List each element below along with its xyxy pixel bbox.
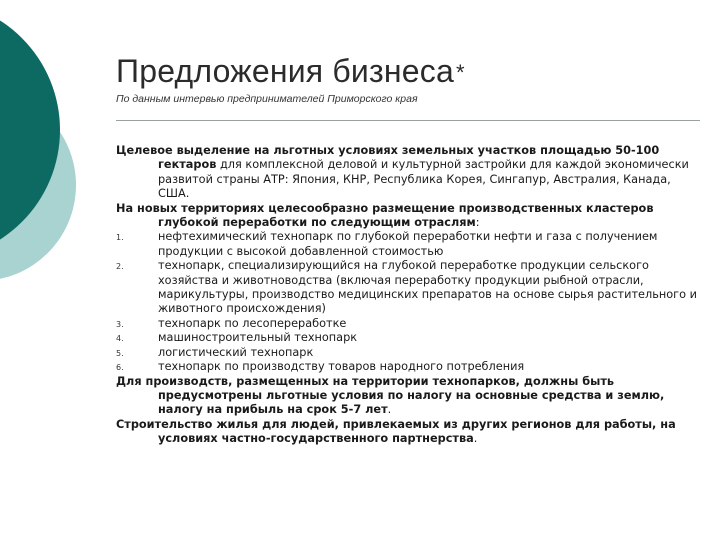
- list-item: 1. нефтехимический технопарк по глубокой переработки нефти и газа с получением продукции с высокой добавленной стоимостью: [116, 230, 658, 258]
- list-item: 6. технопарк по производству товаров народного потребления: [116, 360, 525, 374]
- paragraph-clusters: На новых территориях целесообразно размещение производственных кластеров глубокой переработки по следующим отраслям:: [116, 201, 654, 230]
- paragraph-housing: Строительство жилья для людей, привлекаемых из других регионов для работы, на условиях частно-государственного партнерства.: [116, 417, 676, 446]
- paragraph-land-allocation: Целевое выделение на льготных условиях земельных участков площадью 50-100 гектаров для комплексной деловой и культурной застройки для каждой экономически развитой страны АТР: Япония, КНР, Республика Корея, Сингапур, Австралия, Канада, США.: [116, 144, 689, 201]
- title-block: [116, 52, 696, 105]
- paragraph-tax-benefits: Для производств, размещенных на территории технопарков, должны быть предусмотрены льготные условия по налогу на основные средства и землю, налогу на прибыль на срок 5-7 лет.: [116, 374, 665, 417]
- list-item: 2. технопарк, специализирующийся на глубокой переработке продукции сельского хозяйства и животноводства (включая переработку продукции рыбной отрасли, марикультуры, производство медицинских препаратов на основе сырья растительного и животного происхождения): [116, 259, 697, 316]
- slide-title: Предложения бизнеса*: [116, 53, 465, 89]
- slide-subtitle: По данным интервью предпринимателей Приморского края: [116, 93, 418, 105]
- list-item: 5. логистический технопарк: [116, 345, 314, 359]
- slide-body: [116, 144, 700, 447]
- list-item: 4. машиностроительный технопарк: [116, 331, 358, 345]
- list-item: 3. технопарк по лесопереработке: [116, 316, 347, 330]
- title-asterisk: *: [455, 60, 465, 85]
- title-divider: [116, 120, 700, 121]
- decorative-circles: [0, 0, 110, 300]
